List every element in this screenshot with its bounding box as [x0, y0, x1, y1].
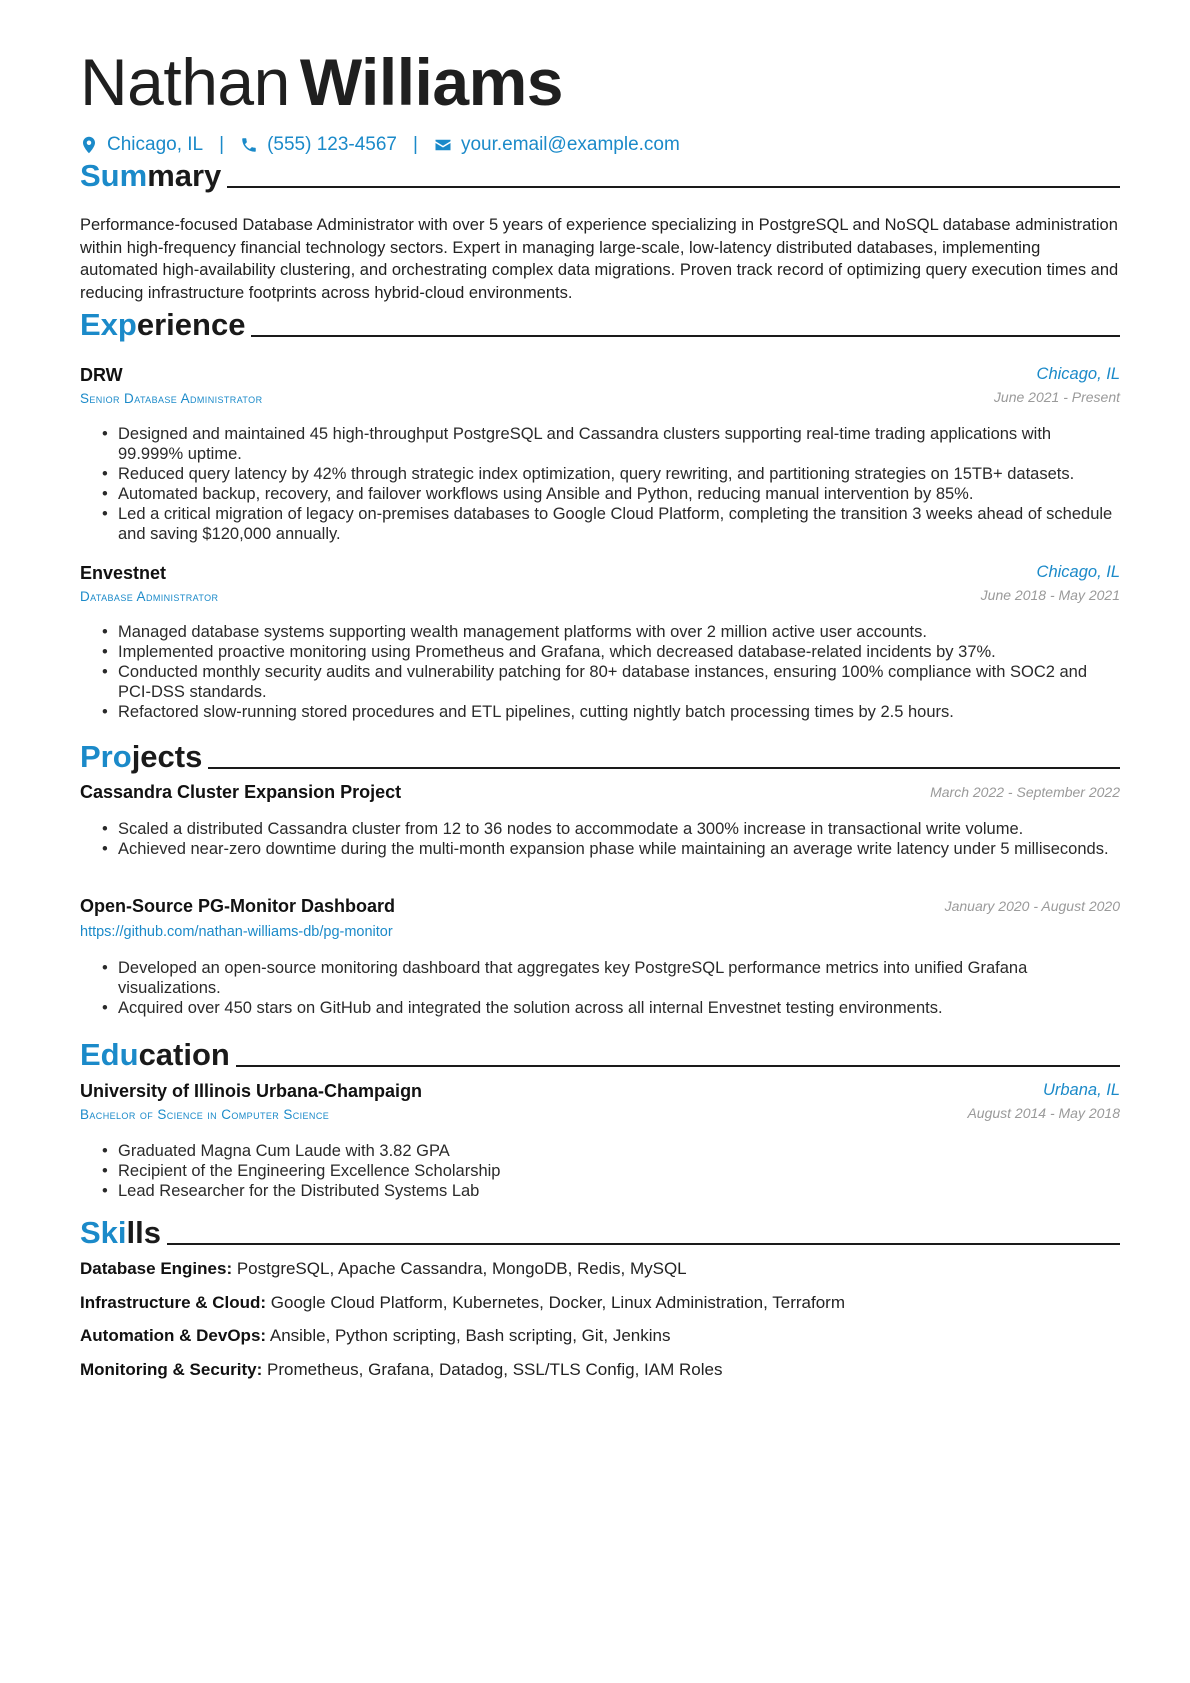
projects-heading: [80, 735, 1120, 775]
phone-icon: [240, 135, 258, 155]
job-location: Chicago, IL: [1036, 365, 1120, 383]
skill-value: Google Cloud Platform, Kubernetes, Docker, Linux Administration, Terraform: [270, 1293, 845, 1312]
contact-separator: |: [413, 134, 418, 155]
school-name: University of Illinois Urbana-Champaign: [80, 1081, 423, 1101]
job-company: Envestnet: [80, 563, 167, 583]
contact-email[interactable]: [434, 134, 680, 156]
job-role: Senior Database Administrator: [80, 391, 263, 406]
list-item: • Reduced query latency by 42% through strategic index optimization, query rewriting, and partitioning strategies on 15TB+ datasets.: [102, 464, 1120, 484]
contact-phone[interactable]: [240, 134, 397, 156]
contact-bar: [80, 134, 680, 156]
project-bullets: [102, 958, 1120, 1018]
projects-heading-accent: Pro: [80, 739, 132, 774]
list-item: • Graduated Magna Cum Laude with 3.82 GPA: [102, 1141, 1120, 1161]
skill-row: [80, 1359, 722, 1381]
phone-text: (555) 123-4567: [267, 134, 397, 155]
job-company: DRW: [80, 365, 123, 385]
skills-heading: [80, 1211, 1120, 1251]
skills-heading-accent: Ski: [80, 1215, 127, 1250]
skills-heading-rest: lls: [126, 1215, 161, 1250]
list-item: • Managed database systems supporting wealth management platforms with over 2 million active user accounts.: [102, 622, 1120, 642]
skill-value: Prometheus, Grafana, Datadog, SSL/TLS Config, IAM Roles: [267, 1360, 723, 1379]
list-item: • Implemented proactive monitoring using Prometheus and Grafana, which decreased database-related incidents by 37%.: [102, 642, 1120, 662]
skill-row: [80, 1258, 687, 1280]
skill-value: Ansible, Python scripting, Bash scripting, Git, Jenkins: [269, 1326, 671, 1345]
list-item: • Scaled a distributed Cassandra cluster from 12 to 36 nodes to accommodate a 300% increase in transactional write volume.: [102, 819, 1120, 839]
summary-heading-rest: mary: [147, 158, 222, 193]
list-item: • Automated backup, recovery, and failover workflows using Ansible and Python, reducing manual intervention by 85%.: [102, 484, 1120, 504]
list-item: • Achieved near-zero downtime during the multi-month expansion phase while maintaining an average write latency under 5 milliseconds.: [102, 839, 1120, 859]
skill-label: Monitoring & Security:: [80, 1360, 263, 1379]
experience-heading-rest: erience: [136, 307, 246, 342]
job-role: Database Administrator: [80, 589, 219, 604]
skill-row: [80, 1325, 671, 1347]
project-dates: January 2020 - August 2020: [944, 898, 1120, 914]
project-bullets: [102, 819, 1120, 859]
job-location: Chicago, IL: [1036, 563, 1120, 581]
contact-location: [80, 134, 203, 156]
education-heading-accent: Edu: [80, 1037, 139, 1072]
education-heading-rest: cation: [138, 1037, 230, 1072]
project-name: Cassandra Cluster Expansion Project: [80, 782, 402, 802]
list-item: • Designed and maintained 45 high-throughput PostgreSQL and Cassandra clusters supporting real-time trading applications with 99.999% uptime.: [102, 424, 1120, 464]
section-divider: [236, 1065, 1120, 1067]
project-link[interactable]: https://github.com/nathan-williams-db/pg-monitor: [80, 924, 393, 940]
job-bullets: [102, 424, 1120, 544]
list-item: • Lead Researcher for the Distributed Systems Lab: [102, 1181, 1120, 1201]
skill-row: [80, 1292, 845, 1314]
project-name: Open-Source PG-Monitor Dashboard: [80, 896, 396, 916]
summary-text: Performance-focused Database Administrator with over 5 years of experience specializing in PostgreSQL and NoSQL database administration within high-frequency financial technology sectors. Expert in managing large-scale, low-latency distributed databases, implementing automated high-availability clustering, and orchestrating complex data migrations. Proven track record of optimizing query execution times and reducing infrastructure footprints across hybrid-cloud environments.: [80, 216, 1119, 302]
list-item: • Conducted monthly security audits and vulnerability patching for 80+ database instances, ensuring 100% compliance with SOC2 and PCI-DSS standards.: [102, 662, 1120, 702]
list-item: • Led a critical migration of legacy on-premises databases to Google Cloud Platform, completing the transition 3 weeks ahead of schedule and saving $120,000 annually.: [102, 504, 1120, 544]
education-heading: [80, 1033, 1120, 1073]
contact-separator: |: [219, 134, 225, 155]
skill-label: Infrastructure & Cloud:: [80, 1293, 267, 1312]
list-item: • Recipient of the Engineering Excellence Scholarship: [102, 1161, 1120, 1181]
projects-heading-rest: jects: [131, 739, 203, 774]
experience-heading-accent: Exp: [80, 307, 137, 342]
candidate-name: [80, 42, 563, 122]
list-item: • Refactored slow-running stored procedures and ETL pipelines, cutting nightly batch processing times by 2.5 hours.: [102, 702, 1120, 722]
email-link[interactable]: your.email@example.com: [460, 134, 680, 155]
section-divider: [208, 767, 1120, 769]
list-item: • Developed an open-source monitoring dashboard that aggregates key PostgreSQL performance metrics into unified Grafana visualizations.: [102, 958, 1120, 998]
location-text: Chicago, IL: [107, 134, 204, 155]
summary-heading: [80, 154, 1120, 194]
job-dates: June 2021 - Present: [993, 389, 1120, 405]
section-divider: [227, 186, 1120, 188]
project-dates: March 2022 - September 2022: [930, 784, 1120, 800]
job-bullets: [102, 622, 1120, 722]
skill-label: Automation & DevOps:: [80, 1326, 267, 1345]
skill-label: Database Engines:: [80, 1259, 233, 1278]
section-divider: [251, 335, 1120, 337]
summary-heading-accent: Sum: [80, 158, 148, 193]
section-divider: [167, 1243, 1120, 1245]
job-dates: June 2018 - May 2021: [980, 587, 1120, 603]
last-name: Williams: [299, 45, 563, 119]
degree: Bachelor of Science in Computer Science: [80, 1107, 330, 1122]
education-bullets: [102, 1141, 1120, 1201]
list-item: • Acquired over 450 stars on GitHub and integrated the solution across all internal Envestnet testing environments.: [102, 998, 1120, 1018]
map-pin-icon: [80, 135, 98, 155]
first-name: Nathan: [80, 45, 290, 119]
education-dates: August 2014 - May 2018: [967, 1105, 1120, 1121]
experience-heading: [80, 303, 1120, 343]
school-location: Urbana, IL: [1042, 1081, 1120, 1099]
envelope-icon: [434, 135, 452, 155]
skill-value: PostgreSQL, Apache Cassandra, MongoDB, Redis, MySQL: [236, 1259, 687, 1278]
